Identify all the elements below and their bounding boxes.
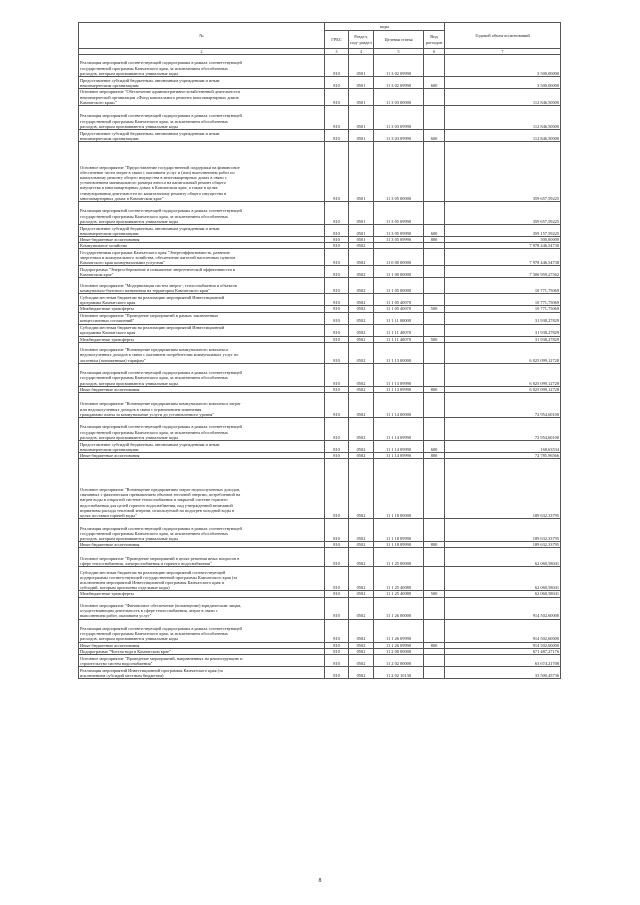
row-expense-type [424, 667, 445, 679]
row-target-article: 11 1 13 09990 [374, 386, 424, 392]
row-expense-type [424, 567, 445, 591]
row-target-article: 11 1 13 09990 [374, 363, 424, 386]
row-section: 0502 [349, 294, 374, 306]
table-row [79, 106, 561, 130]
row-name: Межбюджетные трансферты [79, 591, 325, 597]
row-name: Предоставление субсидий бюджетным, автономным учреждениям и иным некоммерческим организациям [79, 441, 325, 453]
table-row [79, 55, 561, 77]
row-name: Предоставление субсидий бюджетным, автономным учреждениям и иным некоммерческим организациям [79, 225, 325, 237]
row-grbs: 810 [325, 142, 349, 202]
row-grbs: 810 [325, 519, 349, 542]
row-grbs: 810 [325, 597, 349, 619]
row-section: 0501 [349, 142, 374, 202]
row-amount: 72 785,96566 [445, 453, 561, 459]
table-row [79, 142, 561, 202]
budget-table-sheet [78, 22, 560, 679]
row-expense-type [424, 655, 445, 667]
row-name: Реализация мероприятий соответствующей подпрограммы в рамках соответствующей государственной программы Камчатского края, за исключением обособленных расходов, которым присваиваются уникальные коды [79, 106, 325, 130]
table-row [79, 77, 561, 89]
row-amount: 189 632,33795 [445, 459, 561, 519]
row-section: 0502 [349, 312, 374, 324]
table-row [79, 324, 561, 336]
row-amount: 62 060,58041 [445, 591, 561, 597]
column-index: 6 [424, 49, 445, 55]
table-row [79, 418, 561, 441]
row-amount: 33 500,45736 [445, 667, 561, 679]
row-section: 0502 [349, 249, 374, 266]
row-name: Иные бюджетные ассигнования [79, 542, 325, 548]
row-expense-type [424, 548, 445, 567]
table-row [79, 393, 561, 418]
column-index: 2 [79, 49, 325, 55]
row-section: 0502 [349, 386, 374, 392]
row-name: Основное мероприятие "Возмещение предприятиям коммунального комплекса недополученных доходов в связи с оказанием потребителям коммунальных услуг по льготным (пониженным) тарифам" [79, 342, 325, 363]
row-section: 0502 [349, 336, 374, 342]
row-target-article: 11 2 02 00000 [374, 655, 424, 667]
table-row [79, 249, 561, 266]
row-section: 0502 [349, 655, 374, 667]
row-target-article: 11 1 11 00000 [374, 312, 424, 324]
row-target-article: 11 1 18 09990 [374, 542, 424, 548]
table-row [79, 130, 561, 142]
row-target-article: 11 3 05 09990 [374, 237, 424, 243]
table-row [79, 655, 561, 667]
row-grbs: 810 [325, 312, 349, 324]
row-section: 0501 [349, 130, 374, 142]
row-target-article: 11 1 18 00000 [374, 459, 424, 519]
row-section: 0502 [349, 278, 374, 294]
row-amount: 62 060,58041 [445, 548, 561, 567]
row-expense-type [424, 312, 445, 324]
row-amount: 72 954,60100 [445, 393, 561, 418]
table-body [79, 55, 561, 679]
row-target-article: 11 1 14 09990 [374, 418, 424, 441]
table-row [79, 619, 561, 642]
row-amount: 112 846,50000 [445, 130, 561, 142]
row-section: 0502 [349, 567, 374, 591]
row-expense-type: 800 [424, 642, 445, 648]
row-amount: 359 157,59225 [445, 225, 561, 237]
row-expense-type: 600 [424, 130, 445, 142]
table-row [79, 202, 561, 225]
row-grbs: 810 [325, 89, 349, 106]
row-target-article: 11 1 13 00000 [374, 342, 424, 363]
row-section: 0501 [349, 202, 374, 225]
row-amount: 189 632,33795 [445, 542, 561, 548]
row-name: Основное мероприятие "Возмещение предприятиям затрат недополученных доходов, связанных с фактическим превышением объемов тепловой энергии, потребленной на нагрев воды в открытой системе теплоснабжения и закрытой системе горячего водоснабжения для целей горячего водоснабжения, над утвержденной величиной нормативы расхода тепловой энергии, используемой на подогрев холодной воды в целях поставки горячей воды" [79, 459, 325, 519]
row-name: Субсидии местным бюджетам на реализацию мероприятий Инвестиционной программы Камчатского края [79, 294, 325, 306]
row-section: 0501 [349, 77, 374, 89]
header-target-article: Целевая статья [374, 31, 424, 49]
row-section: 0502 [349, 243, 374, 249]
row-grbs: 810 [325, 393, 349, 418]
row-target-article: 11 2 02 10130 [374, 667, 424, 679]
row-expense-type [424, 597, 445, 619]
row-name: Реализация мероприятий Инвестиционной программы Камчатского края (за исключением субсидий местным бюджетам) [79, 667, 325, 679]
row-grbs: 810 [325, 55, 349, 77]
row-name: Реализация мероприятий соответствующей подпрограммы в рамках соответствующей государственной программы Камчатского края, за исключением обособленных расходов, которым присваиваются уникальные коды [79, 202, 325, 225]
row-amount: 7 978 446,54738 [445, 243, 561, 249]
row-grbs: 810 [325, 459, 349, 519]
row-section: 0502 [349, 459, 374, 519]
row-amount: 7 306 959,27562 [445, 266, 561, 278]
row-grbs: 810 [325, 542, 349, 548]
row-expense-type: 500 [424, 591, 445, 597]
row-amount: 7 978 446,54738 [445, 249, 561, 266]
row-expense-type: 800 [424, 453, 445, 459]
row-grbs: 810 [325, 548, 349, 567]
row-grbs: 810 [325, 306, 349, 312]
table-row [79, 567, 561, 591]
row-grbs: 810 [325, 77, 349, 89]
row-grbs: 810 [325, 619, 349, 642]
row-grbs: 810 [325, 655, 349, 667]
table-row [79, 548, 561, 567]
row-amount: 63 674,21708 [445, 655, 561, 667]
row-name: Основное мероприятие "Возмещение предприятиям коммунального комплекса затрат или недополученных доходов в связи с ограничением изменения гражданами платы за коммунальные услуги до установленного уровня" [79, 393, 325, 418]
row-expense-type [424, 278, 445, 294]
row-section: 0501 [349, 55, 374, 77]
row-section: 0502 [349, 393, 374, 418]
table-row [79, 519, 561, 542]
row-section: 0502 [349, 342, 374, 363]
row-grbs: 810 [325, 342, 349, 363]
row-amount: 10 771,75069 [445, 306, 561, 312]
row-target-article: 11 1 05 40070 [374, 306, 424, 312]
page-number: 8 [318, 878, 322, 884]
row-amount: 359 657,59225 [445, 142, 561, 202]
row-expense-type: 800 [424, 386, 445, 392]
row-target-article: 11 2 00 00000 [374, 648, 424, 654]
row-expense-type [424, 142, 445, 202]
row-target-article: 11 1 25 00000 [374, 548, 424, 567]
row-section: 0502 [349, 324, 374, 336]
row-name: Иные бюджетные ассигнования [79, 453, 325, 459]
row-name: Подпрограмма "Чистая вода в Камчатском крае" [79, 648, 325, 654]
row-expense-type: 600 [424, 77, 445, 89]
table-row [79, 597, 561, 619]
row-section: 0502 [349, 548, 374, 567]
row-name: Иные бюджетные ассигнования [79, 237, 325, 243]
table-row [79, 363, 561, 386]
row-amount: 72 954,60100 [445, 418, 561, 441]
table-row [79, 441, 561, 453]
row-target-article: 11 3 03 00000 [374, 89, 424, 106]
row-section: 0502 [349, 306, 374, 312]
row-amount: 31 938,27829 [445, 324, 561, 336]
row-expense-type [424, 55, 445, 77]
row-grbs: 810 [325, 386, 349, 392]
row-expense-type: 600 [424, 225, 445, 237]
row-grbs: 810 [325, 294, 349, 306]
row-target-article: 11 1 26 09990 [374, 642, 424, 648]
row-grbs: 810 [325, 243, 349, 249]
row-section: 0501 [349, 237, 374, 243]
table-row [79, 278, 561, 294]
row-grbs: 810 [325, 106, 349, 130]
row-target-article: 11 3 02 09990 [374, 55, 424, 77]
row-amount: 914 502,60000 [445, 619, 561, 642]
row-section: 0502 [349, 453, 374, 459]
row-section: 0502 [349, 619, 374, 642]
row-amount: 31 938,27829 [445, 312, 561, 324]
row-section: 0502 [349, 667, 374, 679]
row-target-article: 11 1 11 40070 [374, 324, 424, 336]
row-grbs: 810 [325, 363, 349, 386]
row-section: 0502 [349, 542, 374, 548]
row-expense-type: 800 [424, 542, 445, 548]
header-number: № [79, 23, 325, 49]
row-amount: 671 487,27176 [445, 648, 561, 654]
table-row [79, 459, 561, 519]
row-expense-type [424, 89, 445, 106]
row-expense-type [424, 266, 445, 278]
row-grbs: 810 [325, 667, 349, 679]
table-row [79, 225, 561, 237]
row-section: 0502 [349, 418, 374, 441]
row-section: 0501 [349, 89, 374, 106]
table-row [79, 312, 561, 324]
row-grbs: 810 [325, 225, 349, 237]
row-grbs: 810 [325, 130, 349, 142]
row-target-article: 11 3 03 09990 [374, 106, 424, 130]
row-name: Подпрограмма "Энергосбережение и повышение энергетической эффективности в Камчатском крае" [79, 266, 325, 278]
row-target-article: 11 3 05 09990 [374, 202, 424, 225]
row-name: Основное мероприятие "Модернизация систем энерго-, теплоснабжения и объектов коммунально-бытового назначения на территории Камчатского края" [79, 278, 325, 294]
row-amount: 500,00000 [445, 237, 561, 243]
row-amount: 10 771,75069 [445, 278, 561, 294]
row-grbs: 810 [325, 249, 349, 266]
row-grbs: 810 [325, 336, 349, 342]
row-amount: 3 500,00000 [445, 55, 561, 77]
row-amount: 6 025 099,12728 [445, 386, 561, 392]
row-amount: 6 025 099,12728 [445, 342, 561, 363]
header-expense-type: Вид расходов [424, 31, 445, 49]
row-amount: 112 846,50000 [445, 106, 561, 130]
row-section: 0502 [349, 363, 374, 386]
row-target-article: 11 1 26 09990 [374, 619, 424, 642]
row-expense-type [424, 393, 445, 418]
row-amount: 914 502,60000 [445, 597, 561, 619]
row-target-article: 11 1 00 00000 [374, 266, 424, 278]
row-expense-type: 500 [424, 336, 445, 342]
row-grbs: 810 [325, 237, 349, 243]
row-name: Реализация мероприятий соответствующей подпрограммы в рамках соответствующей государственной программы Камчатского края, за исключением обособленных расходов, которым присваиваются уникальные коды [79, 519, 325, 542]
row-section: 0502 [349, 441, 374, 453]
row-name: Предоставление субсидий бюджетным, автономным учреждениям и иным некоммерческим организациям [79, 77, 325, 89]
row-grbs: 810 [325, 648, 349, 654]
row-expense-type [424, 324, 445, 336]
table-row [79, 667, 561, 679]
table-row [79, 266, 561, 278]
row-target-article: 11 1 26 00000 [374, 597, 424, 619]
row-name: Субсидии местным бюджетам на реализацию мероприятий Инвестиционной программы Камчатского края [79, 324, 325, 336]
row-target-article: 11 1 05 00000 [374, 278, 424, 294]
row-name: Реализация мероприятий соответствующей подпрограммы в рамках соответствующей государственной программы Камчатского края, за исключением обособленных расходов, которым присваиваются уникальные коды [79, 55, 325, 77]
header-grbs: ГРБС [325, 31, 349, 49]
row-name: Реализация мероприятий соответствующей подпрограммы в рамках соответствующей государственной программы Камчатского края, за исключением обособленных расходов, которым присваиваются уникальные коды [79, 619, 325, 642]
header-section: Раздел, под- раздел [349, 31, 374, 49]
row-section: 0501 [349, 225, 374, 237]
row-target-article: 11 3 02 09990 [374, 77, 424, 89]
row-name: Основное мероприятие "Финансовое обеспечение (возмещение) юридическим лицам, осуществляющим деятельность в сфере теплоснабжения, затрат в связи с выполнением работ, оказанием услуг" [79, 597, 325, 619]
row-grbs: 810 [325, 591, 349, 597]
row-section: 0502 [349, 642, 374, 648]
row-amount: 359 657,59225 [445, 202, 561, 225]
row-target-article: 11 1 14 00000 [374, 393, 424, 418]
column-index: 3 [325, 49, 349, 55]
table-row [79, 342, 561, 363]
table-row [79, 89, 561, 106]
row-expense-type [424, 202, 445, 225]
column-index: 7 [445, 49, 561, 55]
row-expense-type [424, 418, 445, 441]
row-name: Государственная программа Камчатского края "Энергоэффективность, развитие энергетики и коммунального хозяйства, обеспечение жителей населенных пунктов Камчатского края коммунальными услугами" [79, 249, 325, 266]
row-target-article: 11 0 00 00000 [374, 249, 424, 266]
row-expense-type: 600 [424, 441, 445, 453]
row-grbs: 810 [325, 642, 349, 648]
row-target-article: 11 1 25 40080 [374, 591, 424, 597]
row-amount: 6 025 099,12728 [445, 363, 561, 386]
row-expense-type [424, 619, 445, 642]
row-amount: 3 500,00000 [445, 77, 561, 89]
row-section: 0501 [349, 106, 374, 130]
row-amount: 914 502,60000 [445, 642, 561, 648]
row-amount: 62 060,58041 [445, 567, 561, 591]
row-grbs: 810 [325, 324, 349, 336]
row-name: Реализация мероприятий соответствующей подпрограммы в рамках соответствующей государственной программы Камчатского края, за исключением обособленных расходов, которым присваиваются уникальные коды [79, 363, 325, 386]
row-grbs: 810 [325, 202, 349, 225]
budget-table [78, 22, 561, 679]
row-name: Основное мероприятие "Проведение мероприятий, направленных на реконструкцию и строительство систем водоснабжения" [79, 655, 325, 667]
row-expense-type [424, 249, 445, 266]
row-target-article: 11 1 25 40080 [374, 567, 424, 591]
row-grbs: 810 [325, 441, 349, 453]
row-section: 0502 [349, 597, 374, 619]
row-expense-type: 800 [424, 237, 445, 243]
header-codes: коды [325, 23, 445, 31]
row-name: Иные бюджетные ассигнования [79, 642, 325, 648]
row-target-article: 11 1 18 09990 [374, 519, 424, 542]
row-name: Субсидии местным бюджетам на реализацию мероприятий соответствующей подпрограммы соответствующей государственной программы Камчатского края (за исключением мероприятий Инвестиционной программы Камчатского края и субсидий, которым присвоены отдельные коды) [79, 567, 325, 591]
row-expense-type [424, 106, 445, 130]
row-expense-type: 500 [424, 306, 445, 312]
row-name: Основное мероприятие "Проведение мероприятий в рамках заключенных концессионных соглашений" [79, 312, 325, 324]
row-section: 0502 [349, 519, 374, 542]
row-amount: 31 938,27829 [445, 336, 561, 342]
row-amount: 168,63534 [445, 441, 561, 453]
row-section: 0502 [349, 591, 374, 597]
row-expense-type [424, 363, 445, 386]
row-name: Коммунальное хозяйство [79, 243, 325, 249]
row-amount: 189 632,33795 [445, 519, 561, 542]
row-target-article: 11 1 14 09990 [374, 441, 424, 453]
row-name: Реализация мероприятий соответствующей подпрограммы в рамках соответствующей государственной программы Камчатского края, за исключением обособленных расходов, которым присваиваются уникальные коды [79, 418, 325, 441]
row-expense-type [424, 342, 445, 363]
row-target-article: 11 1 11 40070 [374, 336, 424, 342]
row-grbs: 810 [325, 567, 349, 591]
table-header [79, 23, 561, 55]
row-expense-type [424, 459, 445, 519]
row-target-article: 11 1 14 09990 [374, 453, 424, 459]
row-amount: 112 846,50000 [445, 89, 561, 106]
row-name: Основное мероприятие "Обеспечение административно-хозяйственной деятельности некоммерческой организации «Фонд капитального ремонта многоквартирных домов Камчатского края»" [79, 89, 325, 106]
row-grbs: 810 [325, 266, 349, 278]
row-section: 0502 [349, 648, 374, 654]
row-target-article: 11 3 05 09990 [374, 225, 424, 237]
row-amount: 10 771,75069 [445, 294, 561, 306]
row-target-article: 11 1 05 40070 [374, 294, 424, 306]
row-expense-type [424, 519, 445, 542]
row-name: Основное мероприятие "Предоставление государственной поддержки на финансовое обеспечение части затрат в связи с оказанием услуг и (или) выполнением работ по капитальному ремонту общего имущества в многоквартирных домах в связи с установлением минимального размера взноса на капитальный ремонт общего имущества в многоквартирных домах в Камчатском крае, а также в целях стимулирования деятельности по капитальному ремонту общего имущества в многоквартирных домах в Камчатском крае" [79, 142, 325, 202]
header-annual-amount: Годовой объем ассигнований [445, 23, 561, 49]
row-name: Межбюджетные трансферты [79, 336, 325, 342]
row-target-article: 11 3 05 00000 [374, 142, 424, 202]
row-grbs: 810 [325, 278, 349, 294]
row-name: Предоставление субсидий бюджетным, автономным учреждениям и иным некоммерческим организациям [79, 130, 325, 142]
row-expense-type [424, 294, 445, 306]
row-section: 0502 [349, 266, 374, 278]
column-index: 5 [374, 49, 424, 55]
row-name: Основное мероприятие "Проведение мероприятий в целях решения иных вопросов в сфере теплоснабжения, электроснабжения и горячего водоснабжения" [79, 548, 325, 567]
column-index: 4 [349, 49, 374, 55]
row-grbs: 810 [325, 453, 349, 459]
table-row [79, 294, 561, 306]
row-name: Иные бюджетные ассигнования [79, 386, 325, 392]
row-grbs: 810 [325, 418, 349, 441]
row-name: Межбюджетные трансферты [79, 306, 325, 312]
row-target-article: 11 3 03 09990 [374, 130, 424, 142]
